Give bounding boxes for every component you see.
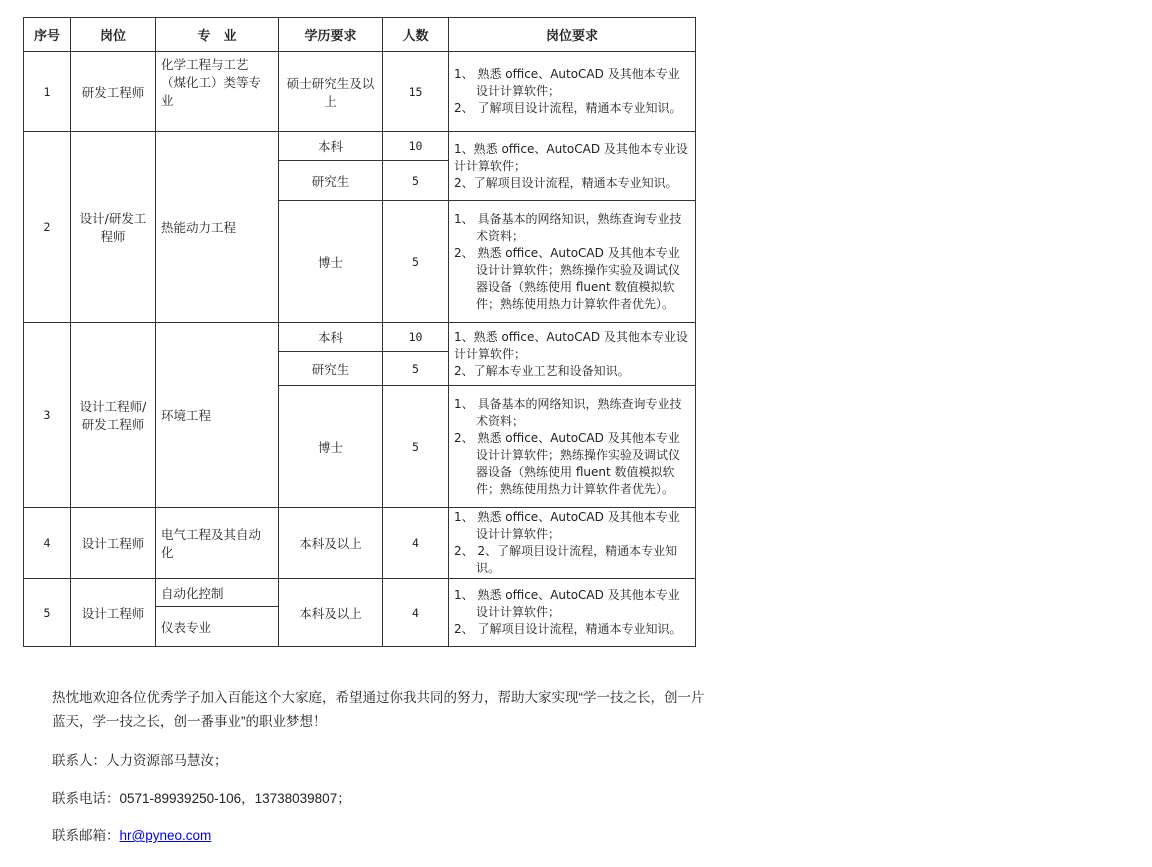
major-cell: 化学工程与工艺（煤化工）类等专业 xyxy=(156,52,279,132)
contact-phone: 联系电话：0571-89939250-106，13738039807； xyxy=(52,791,351,806)
count-cell: 4 xyxy=(383,579,449,647)
row-number: 1 xyxy=(24,52,71,132)
requirement-item: 1、 熟悉 office、AutoCAD 及其他本专业设计计算软件； xyxy=(454,588,680,619)
education-cell: 本科 xyxy=(279,323,383,352)
requirement-item: 1、 熟悉 office、AutoCAD 及其他本专业设计计算软件； xyxy=(454,67,680,98)
education-cell: 博士 xyxy=(279,201,383,323)
count-cell: 15 xyxy=(383,52,449,132)
table-row xyxy=(24,323,696,352)
major-cell: 环境工程 xyxy=(156,323,279,508)
post-cell: 设计工程师/研发工程师 xyxy=(71,323,156,508)
col-header: 学历要求 xyxy=(279,18,383,52)
count-cell: 5 xyxy=(383,201,449,323)
table-header-row xyxy=(24,18,696,52)
requirement-item: 1、 具备基本的网络知识，熟练查询专业技术资料； xyxy=(454,396,682,428)
row-number: 3 xyxy=(24,323,71,508)
requirements-cell xyxy=(449,508,696,579)
table-row xyxy=(24,132,696,161)
requirements-cell xyxy=(449,579,696,647)
post-cell: 设计工程师 xyxy=(71,579,156,647)
requirement-item: 1、熟悉 office、AutoCAD 及其他本专业设计计算软件； xyxy=(454,329,688,361)
requirement-item: 2、 了解项目设计流程，精通本专业知识。 xyxy=(454,622,682,636)
contact-email xyxy=(52,824,211,844)
education-cell: 本科及以上 xyxy=(279,579,383,647)
education-cell: 研究生 xyxy=(279,161,383,201)
requirements-cell xyxy=(449,132,696,201)
row-number: 2 xyxy=(24,132,71,323)
requirement-item: 2、 熟悉 office、AutoCAD 及其他本专业设计计算软件；熟练操作实验及调试仪器设备（熟练使用 fluent 数值模拟软件；熟练使用热力计算软件者优先）。 xyxy=(454,430,681,496)
requirement-item: 2、 熟悉 office、AutoCAD 及其他本专业设计计算软件；熟练操作实验及调试仪器设备（熟练使用 fluent 数值模拟软件；熟练使用热力计算软件者优先）。 xyxy=(454,245,681,311)
major-cell: 仪表专业 xyxy=(156,607,279,647)
email-label: 联系邮箱： xyxy=(52,828,120,843)
welcome-text: 热忱地欢迎各位优秀学子加入百能这个大家庭，希望通过你我共同的努力，帮助大家实现“学一技之长，创一片蓝天，学一技之长，创一番事业”的职业梦想！ xyxy=(52,690,705,729)
contact-person: 联系人：人力资源部马慧汝； xyxy=(52,753,228,768)
col-header: 专 业 xyxy=(156,18,279,52)
requirement-item: 2、 了解项目设计流程，精通本专业知识。 xyxy=(454,101,682,115)
col-header: 人数 xyxy=(383,18,449,52)
requirement-item: 2、了解本专业工艺和设备知识。 xyxy=(454,363,630,378)
job-table xyxy=(23,17,696,647)
requirement-item: 2、 2、了解项目设计流程，精通本专业知识。 xyxy=(454,544,678,575)
post-cell: 设计/研发工程师 xyxy=(71,132,156,323)
table-row xyxy=(24,579,696,607)
post-cell: 研发工程师 xyxy=(71,52,156,132)
major-cell: 电气工程及其自动化 xyxy=(156,508,279,579)
major-cell: 热能动力工程 xyxy=(156,132,279,323)
requirements-cell xyxy=(449,201,696,323)
count-cell: 10 xyxy=(383,323,449,352)
requirements-cell xyxy=(449,323,696,386)
col-header: 岗位 xyxy=(71,18,156,52)
count-cell: 5 xyxy=(383,161,449,201)
count-cell: 5 xyxy=(383,386,449,508)
count-cell: 4 xyxy=(383,508,449,579)
row-number: 5 xyxy=(24,579,71,647)
major-cell: 自动化控制 xyxy=(156,579,279,607)
requirement-item: 1、 具备基本的网络知识，熟练查询专业技术资料； xyxy=(454,211,682,243)
education-cell: 硕士研究生及以上 xyxy=(279,52,383,132)
table-row xyxy=(24,52,696,132)
row-number: 4 xyxy=(24,508,71,579)
requirement-item: 1、 熟悉 office、AutoCAD 及其他本专业设计计算软件； xyxy=(454,510,680,541)
requirement-item: 2、了解项目设计流程，精通本专业知识。 xyxy=(454,175,678,190)
requirements-cell xyxy=(449,386,696,508)
requirement-item: 1、熟悉 office、AutoCAD 及其他本专业设计计算软件； xyxy=(454,141,688,173)
col-header: 序号 xyxy=(24,18,71,52)
email-link[interactable]: hr@pyneo.com xyxy=(119,828,212,843)
count-cell: 5 xyxy=(383,352,449,386)
education-cell: 博士 xyxy=(279,386,383,508)
post-cell: 设计工程师 xyxy=(71,508,156,579)
education-cell: 本科及以上 xyxy=(279,508,383,579)
count-cell: 10 xyxy=(383,132,449,161)
requirements-cell xyxy=(449,52,696,132)
education-cell: 研究生 xyxy=(279,352,383,386)
education-cell: 本科 xyxy=(279,132,383,161)
table-row xyxy=(24,508,696,579)
col-header: 岗位要求 xyxy=(449,18,696,52)
